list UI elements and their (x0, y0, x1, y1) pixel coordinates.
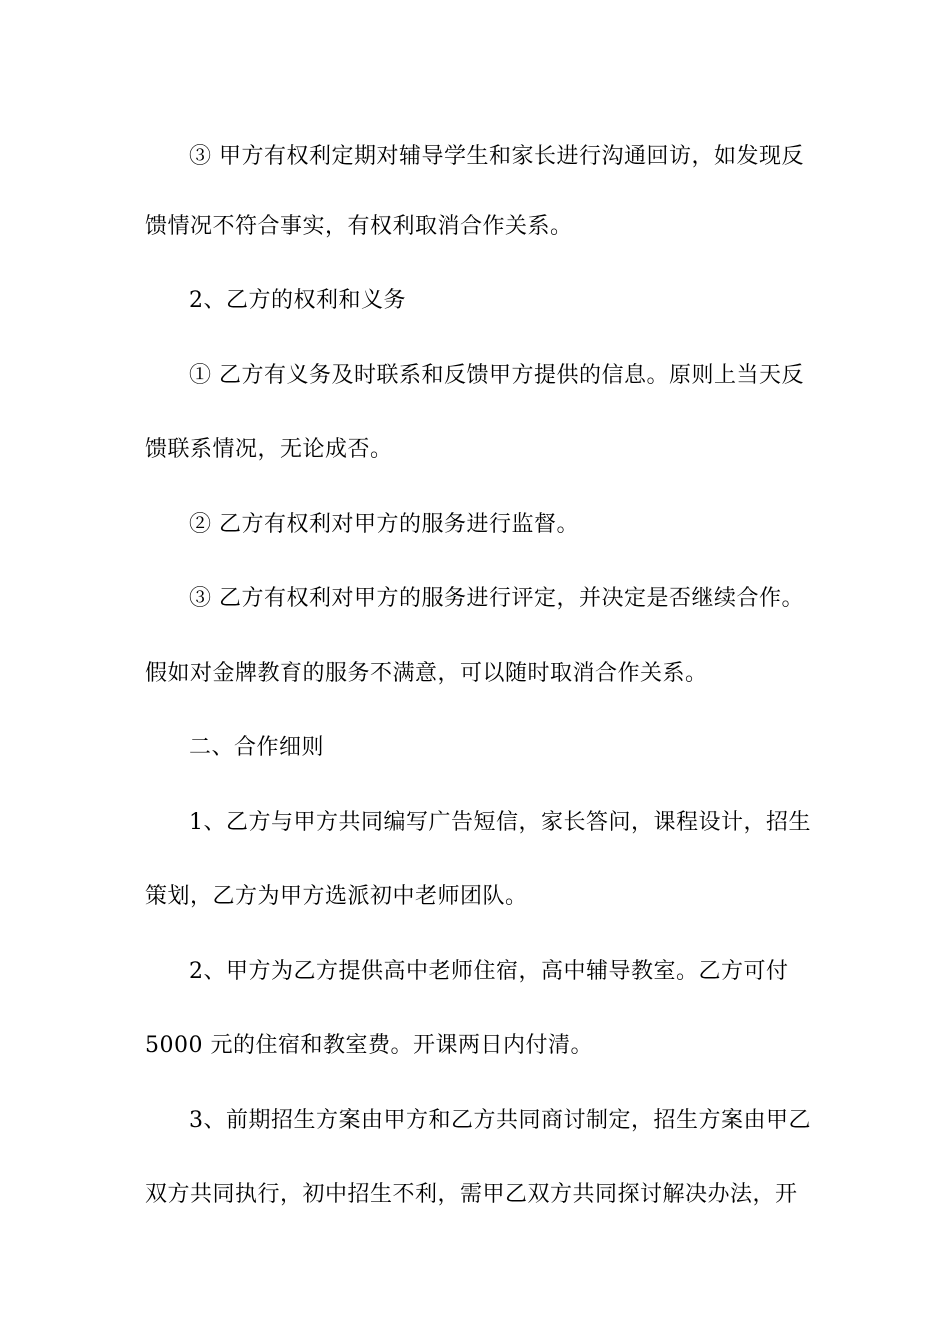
paragraph-line: 1、乙方与甲方共同编写广告短信，家长答问，课程设计，招生 (189, 810, 811, 835)
paragraph-line: 策划，乙方为甲方选派初中老师团队。 (145, 884, 528, 909)
paragraph-line: 双方共同执行，初中招生不利，需甲乙双方共同探讨解决办法，开 (145, 1182, 798, 1207)
section-heading: 二、合作细则 (189, 735, 325, 760)
paragraph-line: ① 乙方有义务及时联系和反馈甲方提供的信息。原则上当天反 (189, 363, 804, 388)
paragraph-line: ③ 甲方有权利定期对辅导学生和家长进行沟通回访，如发现反 (189, 144, 804, 169)
section-heading: 2、乙方的权利和义务 (189, 288, 406, 313)
paragraph-line: 馈联系情况，无论成否。 (145, 437, 393, 462)
paragraph-line: 2、甲方为乙方提供高中老师住宿，高中辅导教室。乙方可付 (189, 959, 789, 984)
paragraph-line: 假如对金牌教育的服务不满意，可以随时取消合作关系。 (145, 661, 708, 686)
paragraph-line: 馈情况不符合事实，有权利取消合作关系。 (145, 214, 573, 239)
paragraph-line: 5000 元的住宿和教室费。开课两日内付清。 (145, 1033, 593, 1058)
paragraph-line: ② 乙方有权利对甲方的服务进行监督。 (189, 512, 579, 537)
paragraph-line: ③ 乙方有权利对甲方的服务进行评定，并决定是否继续合作。 (189, 586, 804, 611)
paragraph-line: 3、前期招生方案由甲方和乙方共同商讨制定，招生方案由甲乙 (189, 1108, 811, 1133)
